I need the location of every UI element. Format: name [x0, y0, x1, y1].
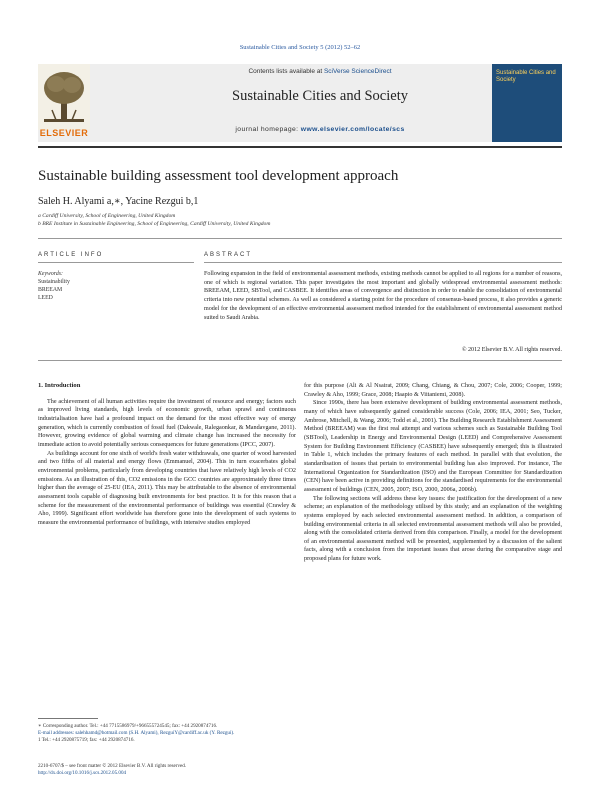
journal-reference[interactable]: Sustainable Cities and Society 5 (2012) 52–62: [239, 44, 361, 51]
keyword-item: LEED: [38, 295, 53, 301]
issn-block: [38, 763, 296, 777]
body-paragraph: The following sections will address these key issues: the justification for the development of a new scheme; an explanation of the methodology utilised by this study; and an explanation of the weighting systems employed by each selected environmental assessment method. In addition, a comparison of building environmental criteria in all selected environmental assessment methods will also be provided, along with the consolidated criteria derived from this comparison. Finally, a model for the development of an environmental assessment method will be presented, supplemented by a discussion of the salient facts, along with a conclusion from the important issues that arose during the comparative stage and proposed plans for future work.: [304, 495, 562, 563]
affiliations: [38, 212, 270, 228]
abstract-heading: ABSTRACT: [204, 252, 253, 258]
introduction-heading: 1. Introduction: [38, 382, 81, 389]
corresponding-author-note: ∗ Corresponding author. Tel.: +44 7715586979/+966555724545; fax: +44 2920874716.: [38, 723, 218, 729]
cover-title-text: Sustainable Cities and Society: [496, 70, 556, 83]
body-paragraph: for this purpose (Ali & Al Nsairat, 2009; Chang, Chiang, & Chou, 2007; Cole, 2006; Cooper, 1999; Crawley & Aho, 1999; Grace, 2008; Haapio & Viitaniemi, 2008).: [304, 383, 562, 398]
keywords-block: [38, 270, 70, 302]
header-divider: [38, 146, 562, 148]
footnote-divider: [38, 718, 98, 719]
contents-prefix: Contents lists available at: [248, 68, 324, 75]
body-paragraph: As buildings account for one sixth of world's fresh water withdrawals, one quarter of wood harvested and two fifths of all material and energy flows (Emmanuel, 2004). This in turn exacerbates global environmental problems, particularly from developing countries that have relatively high levels of CO2 emissions. As an illustration of this, CO2 emissions in the GCC countries are approximately three times higher than the average of 25-EU (IEA, 2011). This may be attributable to the absence of environmental assessment tools capable of diagnosing built environments for best practice. It is for this reason that a scheme for the measurement of the environmental performance of buildings was essential (Crawley & Aho, 1999). Significant effort worldwide has therefore gone into the development of such systems to measure the environmental performance of buildings, with intensive studies employed: [38, 450, 296, 526]
abstract-bottom-divider: [38, 360, 562, 361]
author-phone-note: 1 Tel.: +44 2920875719; fax: +44 2920874716.: [38, 737, 135, 744]
email-addresses[interactable]: E-mail addresses: salehhamd@hotmail.com (S.H. Alyami), RezguiY@cardiff.ac.uk (Y. Rezgui).: [38, 730, 235, 737]
keywords-label: Keywords:: [38, 271, 63, 277]
elsevier-wordmark: ELSEVIER: [39, 128, 89, 138]
front-matter-notice: 2210-6707/$ – see front matter © 2012 Elsevier B.V. All rights reserved.: [38, 763, 187, 769]
affiliation-b: b BRE Institute in Sustainable Engineering, School of Engineering, Cardiff University, United Kingdom: [38, 221, 271, 227]
abstract-text: Following expansion in the field of environmental assessment methods, existing methods cannot be applied to all regions for a number of reasons, one of which is regional variation. This paper investigates the most important and globally widespread environmental assessment methods: BREEAM, LEED, SBTool, and CASBEE. It identifies areas of convergence and distinction in order to enable the consolidation of environmental criteria into new potential schemes. As well as considered a starting point for the procedure of consensus-based process, it also provides a generic model for the development of an effective environmental assessment method intended for the establishment of environmental assessment method suited to Saudi Arabia.: [204, 271, 562, 321]
footnotes: [38, 723, 296, 745]
abstract-divider: [204, 262, 562, 263]
author-list: Saleh H. Alyami a,∗, Yacine Rezgui b,1: [38, 196, 199, 207]
keyword-item: BREEAM: [38, 287, 63, 293]
journal-title: Sustainable Cities and Society: [232, 88, 408, 104]
body-paragraph: The achievement of all human activities require the investment of resource and energy; factors such as improved living standards, high levels of economic growth, urban sprawl and continuous industrialisation have had a profound impact on the demand for the most effective way of energy generation, which is currently combustion of fossil fuel (Dakwale, Ralegaonkar, & Mandavgane, 2011). However, growing evidence of global warming and climate change has increased the necessity for immediate action to avoid potentially serious consequences for future generations (IPCC, 2007).: [38, 398, 296, 448]
affiliation-a: a Cardiff University, School of Engineering, United Kingdom: [38, 213, 176, 219]
homepage-prefix: journal homepage:: [235, 126, 301, 133]
body-left-column: [38, 382, 296, 528]
journal-homepage: [160, 126, 480, 133]
body-right-column: [304, 382, 562, 564]
homepage-link[interactable]: www.elsevier.com/locate/scs: [300, 126, 405, 133]
abstract-copyright: © 2012 Elsevier B.V. All rights reserved.: [461, 347, 562, 353]
info-divider: [38, 262, 194, 263]
article-title: Sustainable building assessment tool development approach: [38, 168, 399, 184]
keyword-item: Sustainability: [38, 279, 70, 285]
contents-availability: [160, 68, 480, 75]
elsevier-tree-logo: [38, 64, 90, 130]
title-divider: [38, 238, 562, 239]
doi-link[interactable]: http://dx.doi.org/10.1016/j.scs.2012.05.004: [38, 770, 127, 776]
article-info-heading: ARTICLE INFO: [38, 252, 104, 258]
sciencedirect-link[interactable]: SciVerse ScienceDirect: [323, 68, 392, 75]
body-paragraph: Since 1990s, there has been extensive development of building environmental assessment methods, many of which have subsequently gained considerable success (Cole, 2006; IEA, 2001; Seo, Tucker, Ambrose, Mitchell, & Wang, 2006; Todd et al., 2001). The Building Research Establishment Assessment Method (BREEAM) was the first real attempt and various schemes such as Sustainable Building Tool (SBTool), Leadership in Energy and Environmental Design (LEED) and Comprehensive Assessment System for Building Environment Efficiency (CASBEE) have subsequently emerged; this is illustrated in Table 1, which includes the primary features of each method. In parallel with that evolution, the standardisation of issues that pertain to environmental building has also improved. For instance, The International Organization for Standardization (ISO) and the European Committee for Standardization (CEN) have been active in providing definitions for the standardised requirements for the environmental assessment of buildings (CEN, 2005, 2007; ISO, 2000, 2006a, 2006b).: [304, 400, 562, 493]
